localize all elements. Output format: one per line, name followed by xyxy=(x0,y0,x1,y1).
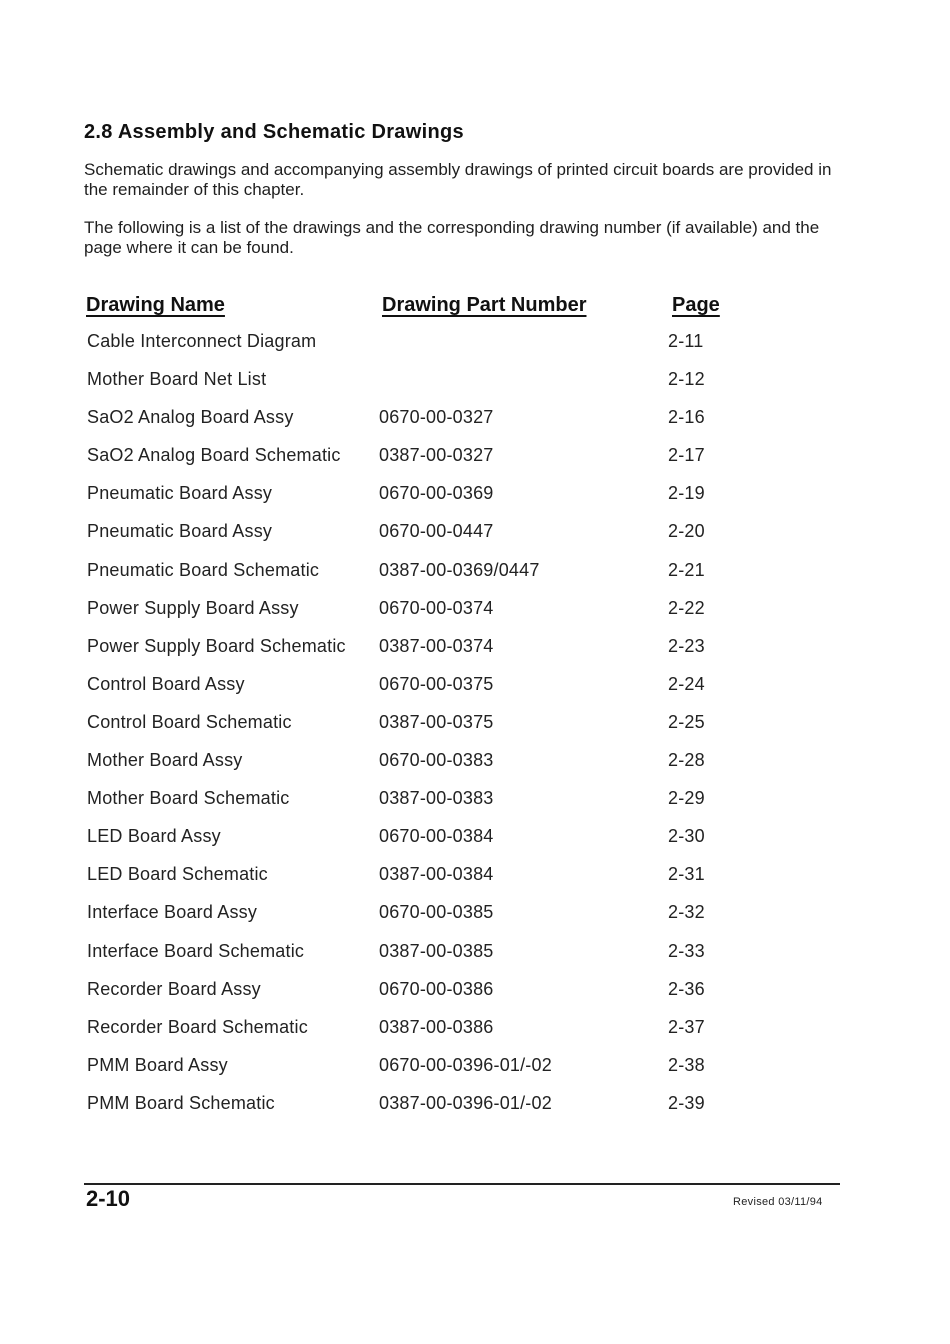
drawing-name-cell: SaO2 Analog Board Schematic xyxy=(87,445,341,466)
table-row xyxy=(0,670,950,708)
page-cell: 2-22 xyxy=(668,597,705,618)
drawing-name-cell: Pneumatic Board Assy xyxy=(87,483,273,504)
column-header-page: Page xyxy=(672,294,720,316)
part-number-cell: 0670-00-0396-01/-02 xyxy=(379,1054,552,1075)
page-cell: 2-39 xyxy=(668,1092,705,1113)
table-row xyxy=(0,1051,950,1089)
table-row xyxy=(0,594,950,632)
drawing-name-cell: Control Board Schematic xyxy=(87,711,292,732)
table-row xyxy=(0,860,950,898)
page-cell: 2-16 xyxy=(668,407,705,428)
page-cell: 2-11 xyxy=(668,331,704,351)
table-row xyxy=(0,822,950,860)
drawing-name-cell: Recorder Board Schematic xyxy=(87,1016,308,1037)
part-number-cell: 0387-00-0327 xyxy=(379,445,494,466)
drawing-name-cell: Interface Board Schematic xyxy=(87,940,305,961)
page-cell: 2-30 xyxy=(668,826,705,847)
part-number-cell: 0670-00-0369 xyxy=(379,483,494,504)
table-row xyxy=(0,708,950,746)
part-number-cell: 0387-00-0383 xyxy=(379,788,494,809)
drawing-name-cell: Recorder Board Assy xyxy=(87,978,261,999)
page-cell: 2-38 xyxy=(668,1054,705,1075)
page-cell: 2-33 xyxy=(668,940,705,961)
page-cell: 2-24 xyxy=(668,673,705,694)
part-number-cell: 0387-00-0385 xyxy=(379,940,494,961)
page-cell: 2-20 xyxy=(668,521,705,542)
table-row xyxy=(0,517,950,555)
page-cell: 2-32 xyxy=(668,902,705,923)
page-cell: 2-36 xyxy=(668,978,705,999)
table-row xyxy=(0,1089,950,1127)
part-number-cell: 0670-00-0374 xyxy=(379,597,494,618)
drawing-name-cell: LED Board Schematic xyxy=(87,864,268,885)
drawing-name-cell: Cable Interconnect Diagram xyxy=(87,331,317,351)
drawing-name-cell: SaO2 Analog Board Assy xyxy=(87,407,294,428)
part-number-cell: 0670-00-0327 xyxy=(379,407,494,428)
table-row xyxy=(0,1013,950,1051)
table-row xyxy=(0,746,950,784)
part-number-cell: 0387-00-0374 xyxy=(379,635,494,656)
table-row xyxy=(0,327,950,365)
column-header-part-number: Drawing Part Number xyxy=(382,294,587,316)
drawing-name-cell: PMM Board Assy xyxy=(87,1054,228,1075)
page-cell: 2-25 xyxy=(668,711,705,732)
drawing-name-cell: Mother Board Schematic xyxy=(87,788,290,809)
revision-date: Revised 03/11/94 xyxy=(733,1196,823,1208)
part-number-cell: 0387-00-0375 xyxy=(379,711,494,732)
drawing-name-cell: Power Supply Board Assy xyxy=(87,597,299,618)
drawing-name-cell: Mother Board Assy xyxy=(87,750,243,771)
part-number-cell: 0670-00-0385 xyxy=(379,902,494,923)
drawing-name-cell: LED Board Assy xyxy=(87,826,221,847)
part-number-cell: 0387-00-0396-01/-02 xyxy=(379,1092,552,1113)
part-number-cell: 0670-00-0384 xyxy=(379,826,494,847)
list-description-paragraph: The following is a list of the drawings and the corresponding drawing number (if available) and the page where it can be found. xyxy=(84,218,820,257)
table-row xyxy=(0,632,950,670)
page-cell: 2-23 xyxy=(668,635,705,656)
page-cell: 2-17 xyxy=(668,445,705,466)
page-cell: 2-31 xyxy=(668,864,705,885)
table-row xyxy=(0,556,950,594)
part-number-cell: 0670-00-0447 xyxy=(379,521,494,542)
part-number-cell: 0670-00-0375 xyxy=(379,673,494,694)
drawing-name-cell: Pneumatic Board Schematic xyxy=(87,559,320,580)
drawing-name-cell: Control Board Assy xyxy=(87,673,245,694)
part-number-cell: 0387-00-0386 xyxy=(379,1016,494,1037)
drawing-name-cell: Interface Board Assy xyxy=(87,902,258,923)
table-row xyxy=(0,479,950,517)
page-number: 2-10 xyxy=(86,1186,131,1211)
part-number-cell: 0670-00-0386 xyxy=(379,978,494,999)
page-cell: 2-19 xyxy=(668,483,705,504)
page-cell: 2-21 xyxy=(668,559,705,580)
table-row xyxy=(0,784,950,822)
drawing-name-cell: Mother Board Net List xyxy=(87,369,267,390)
table-row xyxy=(0,365,950,403)
column-header-drawing-name: Drawing Name xyxy=(86,294,225,316)
table-row xyxy=(0,937,950,975)
footer-rule xyxy=(84,1183,840,1185)
page-cell: 2-12 xyxy=(668,369,705,390)
table-row xyxy=(0,975,950,1013)
part-number-cell: 0387-00-0384 xyxy=(379,864,494,885)
drawings-table xyxy=(0,327,950,1127)
table-row xyxy=(0,898,950,936)
section-title: 2.8 Assembly and Schematic Drawings xyxy=(84,121,464,143)
table-row xyxy=(0,403,950,441)
part-number-cell: 0387-00-0369/0447 xyxy=(379,559,540,580)
intro-paragraph: Schematic drawings and accompanying assembly drawings of printed circuit boards are provided in the remainder of this chapter. xyxy=(84,160,832,199)
drawing-name-cell: Pneumatic Board Assy xyxy=(87,521,273,542)
drawing-name-cell: Power Supply Board Schematic xyxy=(87,635,346,656)
page-cell: 2-29 xyxy=(668,788,705,809)
drawing-name-cell: PMM Board Schematic xyxy=(87,1092,275,1113)
part-number-cell: 0670-00-0383 xyxy=(379,750,494,771)
page-cell: 2-28 xyxy=(668,750,705,771)
table-row xyxy=(0,441,950,479)
page-cell: 2-37 xyxy=(668,1016,705,1037)
